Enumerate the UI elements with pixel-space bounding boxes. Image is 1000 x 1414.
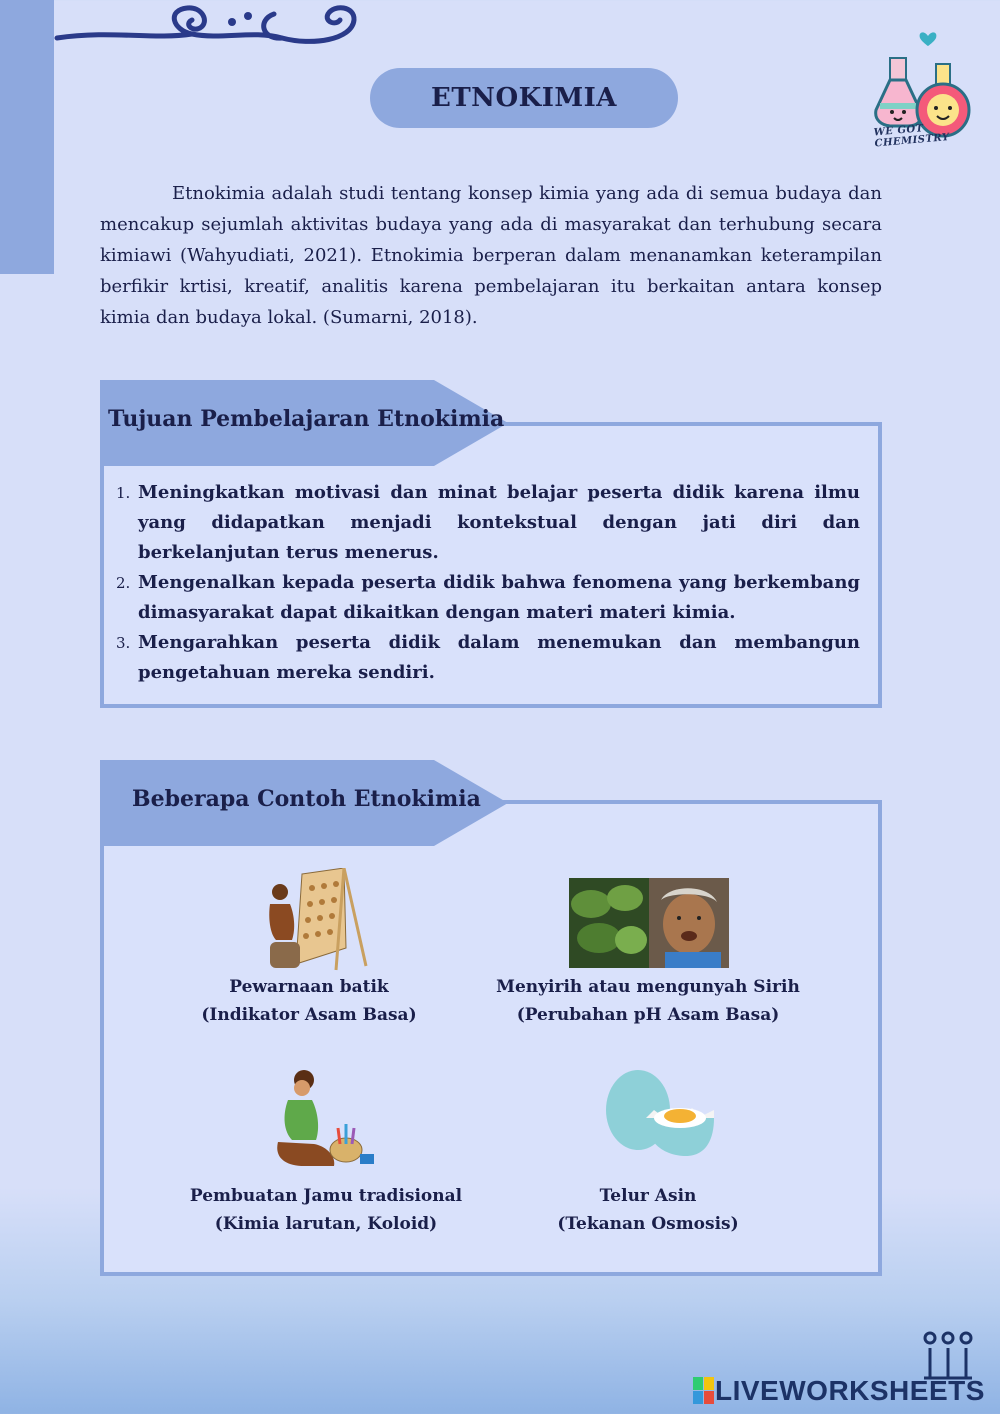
example-batik: Pewarnaan batik (Indikator Asam Basa): [201, 977, 417, 1025]
page-title: ETNOKIMIA: [370, 68, 678, 128]
left-accent-bar: [0, 0, 54, 274]
learning-goals-list: [110, 478, 860, 688]
list-item: 2. Mengenalkan kepada peserta didik bahwa fenomena yang berkembang dimasyarakat dapat dikaitkan dengan materi materi kimia.: [116, 572, 860, 623]
intro-text: Etnokimia adalah studi tentang konsep kimia yang ada di semua budaya dan mencakup sejumlah aktivitas budaya yang ada di masyarakat dan terhubung secara kimiawi (Wahyudiati, 2021). Etnokimia berperan dalam menanamkan keterampilan berfikir krtisi, kreatif, analitis karena pembelajaran itu berkaitan antara konsep kimia dan budaya lokal. (Sumarni, 2018).: [100, 183, 882, 328]
example-sirih: Menyirih atau mengunyah Sirih (Perubahan pH Asam Basa): [496, 977, 800, 1025]
examples-heading: Beberapa Contoh Etnokimia: [132, 786, 481, 812]
liveworksheets-logo[interactable]: [693, 1375, 985, 1407]
liveworksheets-brand-text: LIVEWORKSHEETS: [715, 1375, 985, 1406]
batik-artisan-icon: [262, 868, 370, 972]
swirl-ornament-icon: [52, 0, 372, 60]
logo-text: WE GOT CHEMISTRY: [873, 123, 951, 150]
example-telur-asin: Telur Asin (Tekanan Osmosis): [557, 1186, 739, 1234]
sirih-photo-icon: [569, 878, 729, 968]
learning-goals-heading: Tujuan Pembelajaran Etnokimia: [108, 406, 505, 432]
list-item: 1. Meningkatkan motivasi dan minat belajar peserta didik karena ilmu yang didapatkan menjadi kontekstual dengan jati diri dan berkelanjutan terus menerus.: [116, 482, 860, 563]
intro-paragraph: [100, 178, 882, 333]
liveworksheets-mark-icon: [920, 1330, 982, 1380]
list-item: 3. Mengarahkan peserta didik dalam menemukan dan membangun pengetahuan mereka sendiri.: [116, 632, 860, 683]
jamu-maker-icon: [264, 1066, 378, 1172]
live-badge-icon: [693, 1377, 715, 1405]
example-jamu: Pembuatan Jamu tradisional (Kimia larutan, Koloid): [189, 1186, 463, 1234]
salted-egg-icon: [602, 1066, 716, 1158]
